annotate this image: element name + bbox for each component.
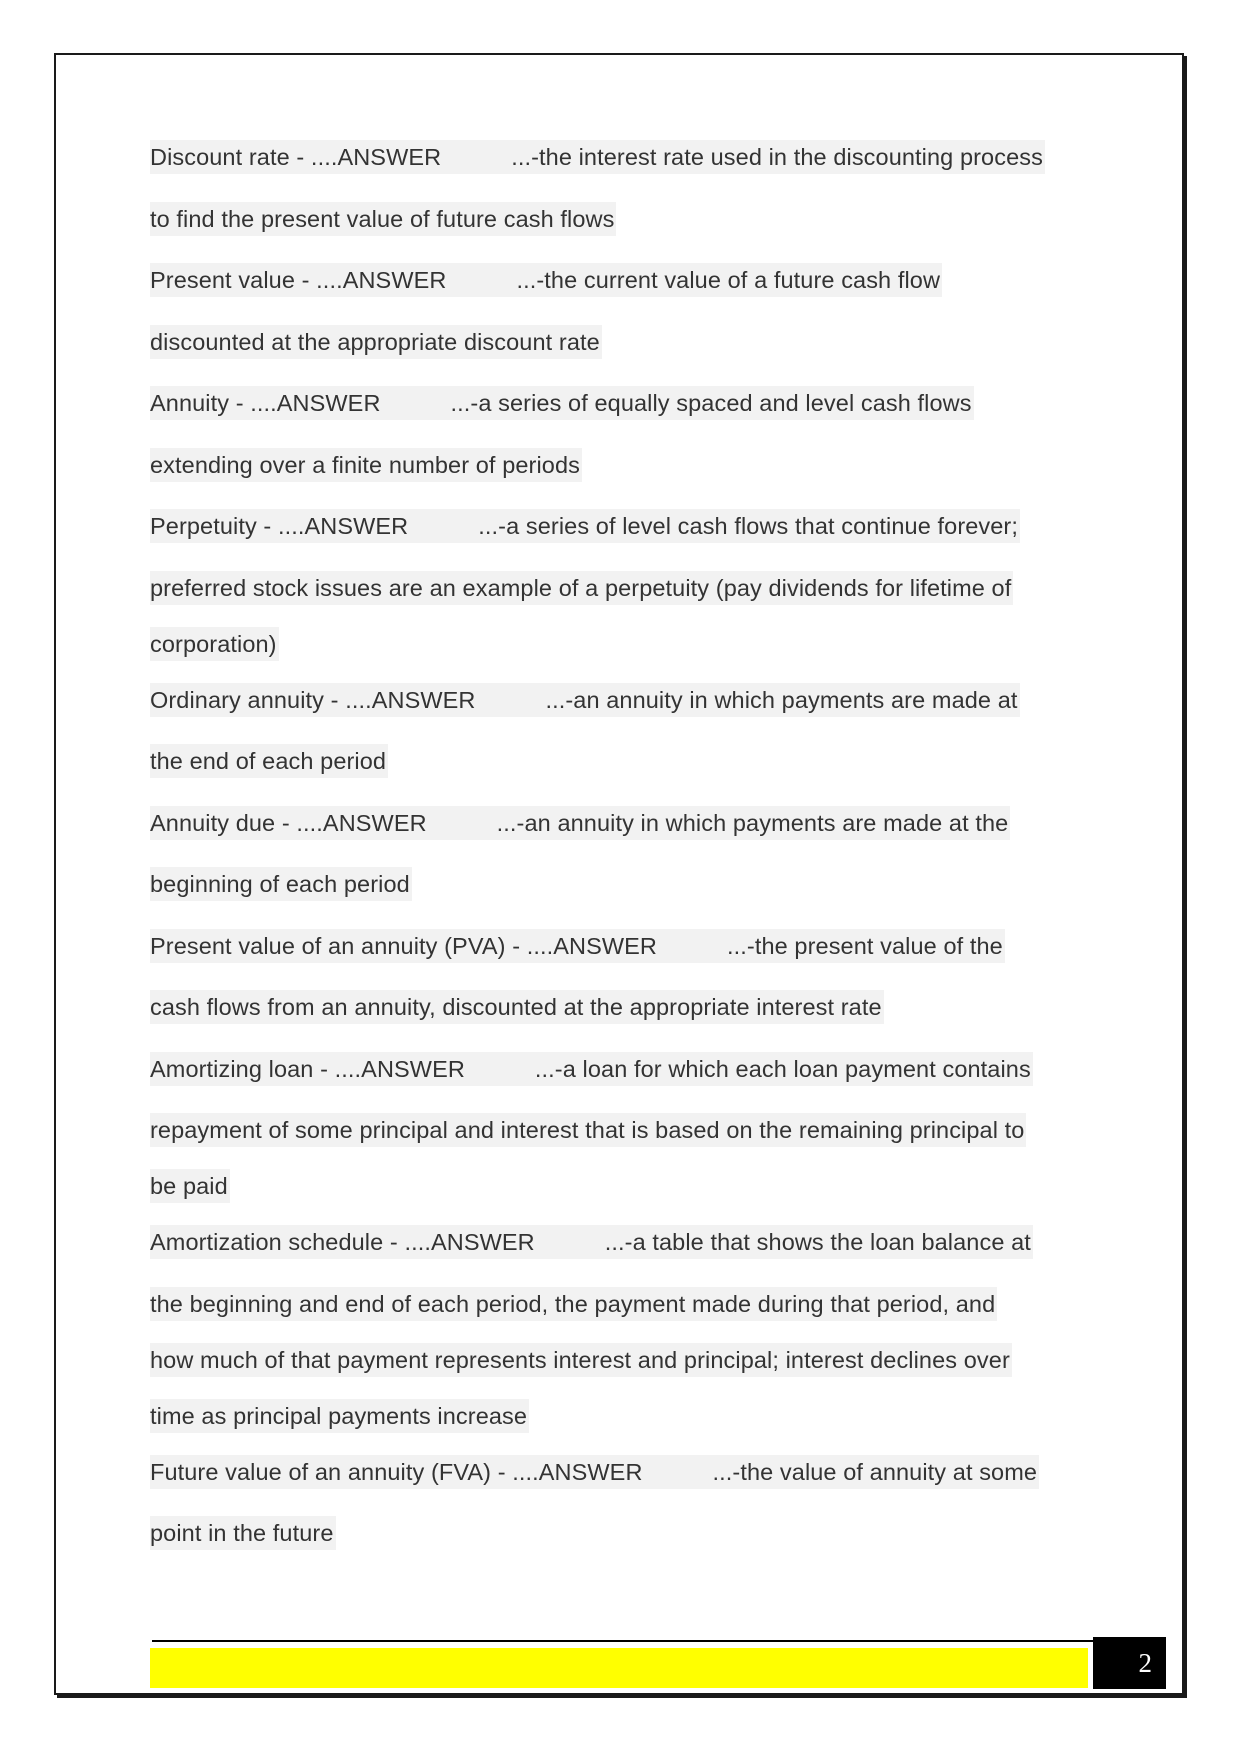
definition-entry-present-value [150,263,1090,386]
definition-line: ...-a series of equally spaced and level cash flows [450,390,972,416]
definition-line: preferred stock issues are an example of a perpetuity (pay dividends for lifetime of [150,571,1013,605]
footer-rule [152,1640,1106,1642]
term: Perpetuity - ....ANSWER [150,513,409,539]
definition-line: beginning of each period [150,867,412,901]
definition-line: ...-a table that shows the loan balance at [604,1229,1031,1255]
term: Present value - ....ANSWER [150,267,447,293]
term: Amortizing loan - ....ANSWER [150,1055,465,1082]
definition-entry-discount-rate [150,140,1090,263]
term: Present value of an annuity (PVA) - ....ANSWER [150,932,658,959]
definition-entry-pva [150,929,1090,1052]
definition-line: ...-a series of level cash flows that continue forever; [478,513,1018,539]
definition-entry-fva [150,1455,1090,1578]
definition-line: ...-an annuity in which payments are made at the [496,809,1009,836]
document-body [150,140,1090,1578]
page-number: 2 [1093,1637,1166,1689]
definition-entry-perpetuity [150,509,1090,683]
definition-line: cash flows from an annuity, discounted at the appropriate interest rate [150,990,884,1024]
term: Future value of an annuity (FVA) - ....ANSWER [150,1458,643,1485]
term: Amortization schedule - ....ANSWER [150,1229,535,1255]
definition-line: corporation) [150,627,279,661]
definition-line: the end of each period [150,744,388,778]
definition-entry-amortizing-loan [150,1052,1090,1226]
definition-line: how much of that payment represents interest and principal; interest declines over [150,1343,1012,1377]
definition-line: time as principal payments increase [150,1399,529,1433]
definition-line: repayment of some principal and interest that is based on the remaining principal to [150,1113,1026,1147]
definition-line: ...-a loan for which each loan payment contains [534,1055,1031,1082]
definition-line: the beginning and end of each period, the payment made during that period, and [150,1287,997,1321]
definition-entry-ordinary-annuity [150,683,1090,806]
definition-line: ...-the value of annuity at some [712,1458,1038,1485]
term: Annuity - ....ANSWER [150,390,381,416]
definition-line: point in the future [150,1516,336,1550]
definition-line: ...-the current value of a future cash flow [516,267,941,293]
definition-entry-annuity [150,386,1090,509]
definition-line: extending over a finite number of periods [150,448,582,482]
definition-line: discounted at the appropriate discount rate [150,325,602,359]
term: Annuity due - ....ANSWER [150,809,427,836]
definition-line: to find the present value of future cash flows [150,202,616,236]
definition-line: ...-the interest rate used in the discounting process [511,144,1043,170]
definition-entry-annuity-due [150,806,1090,929]
term: Discount rate - ....ANSWER [150,144,442,170]
definition-entry-amortization-schedule [150,1225,1090,1455]
definition-line: ...-the present value of the [727,932,1003,959]
term: Ordinary annuity - ....ANSWER [150,686,476,713]
footer-highlight-bar [150,1648,1088,1688]
definition-line: ...-an annuity in which payments are made at [545,686,1018,713]
definition-line: be paid [150,1169,230,1203]
